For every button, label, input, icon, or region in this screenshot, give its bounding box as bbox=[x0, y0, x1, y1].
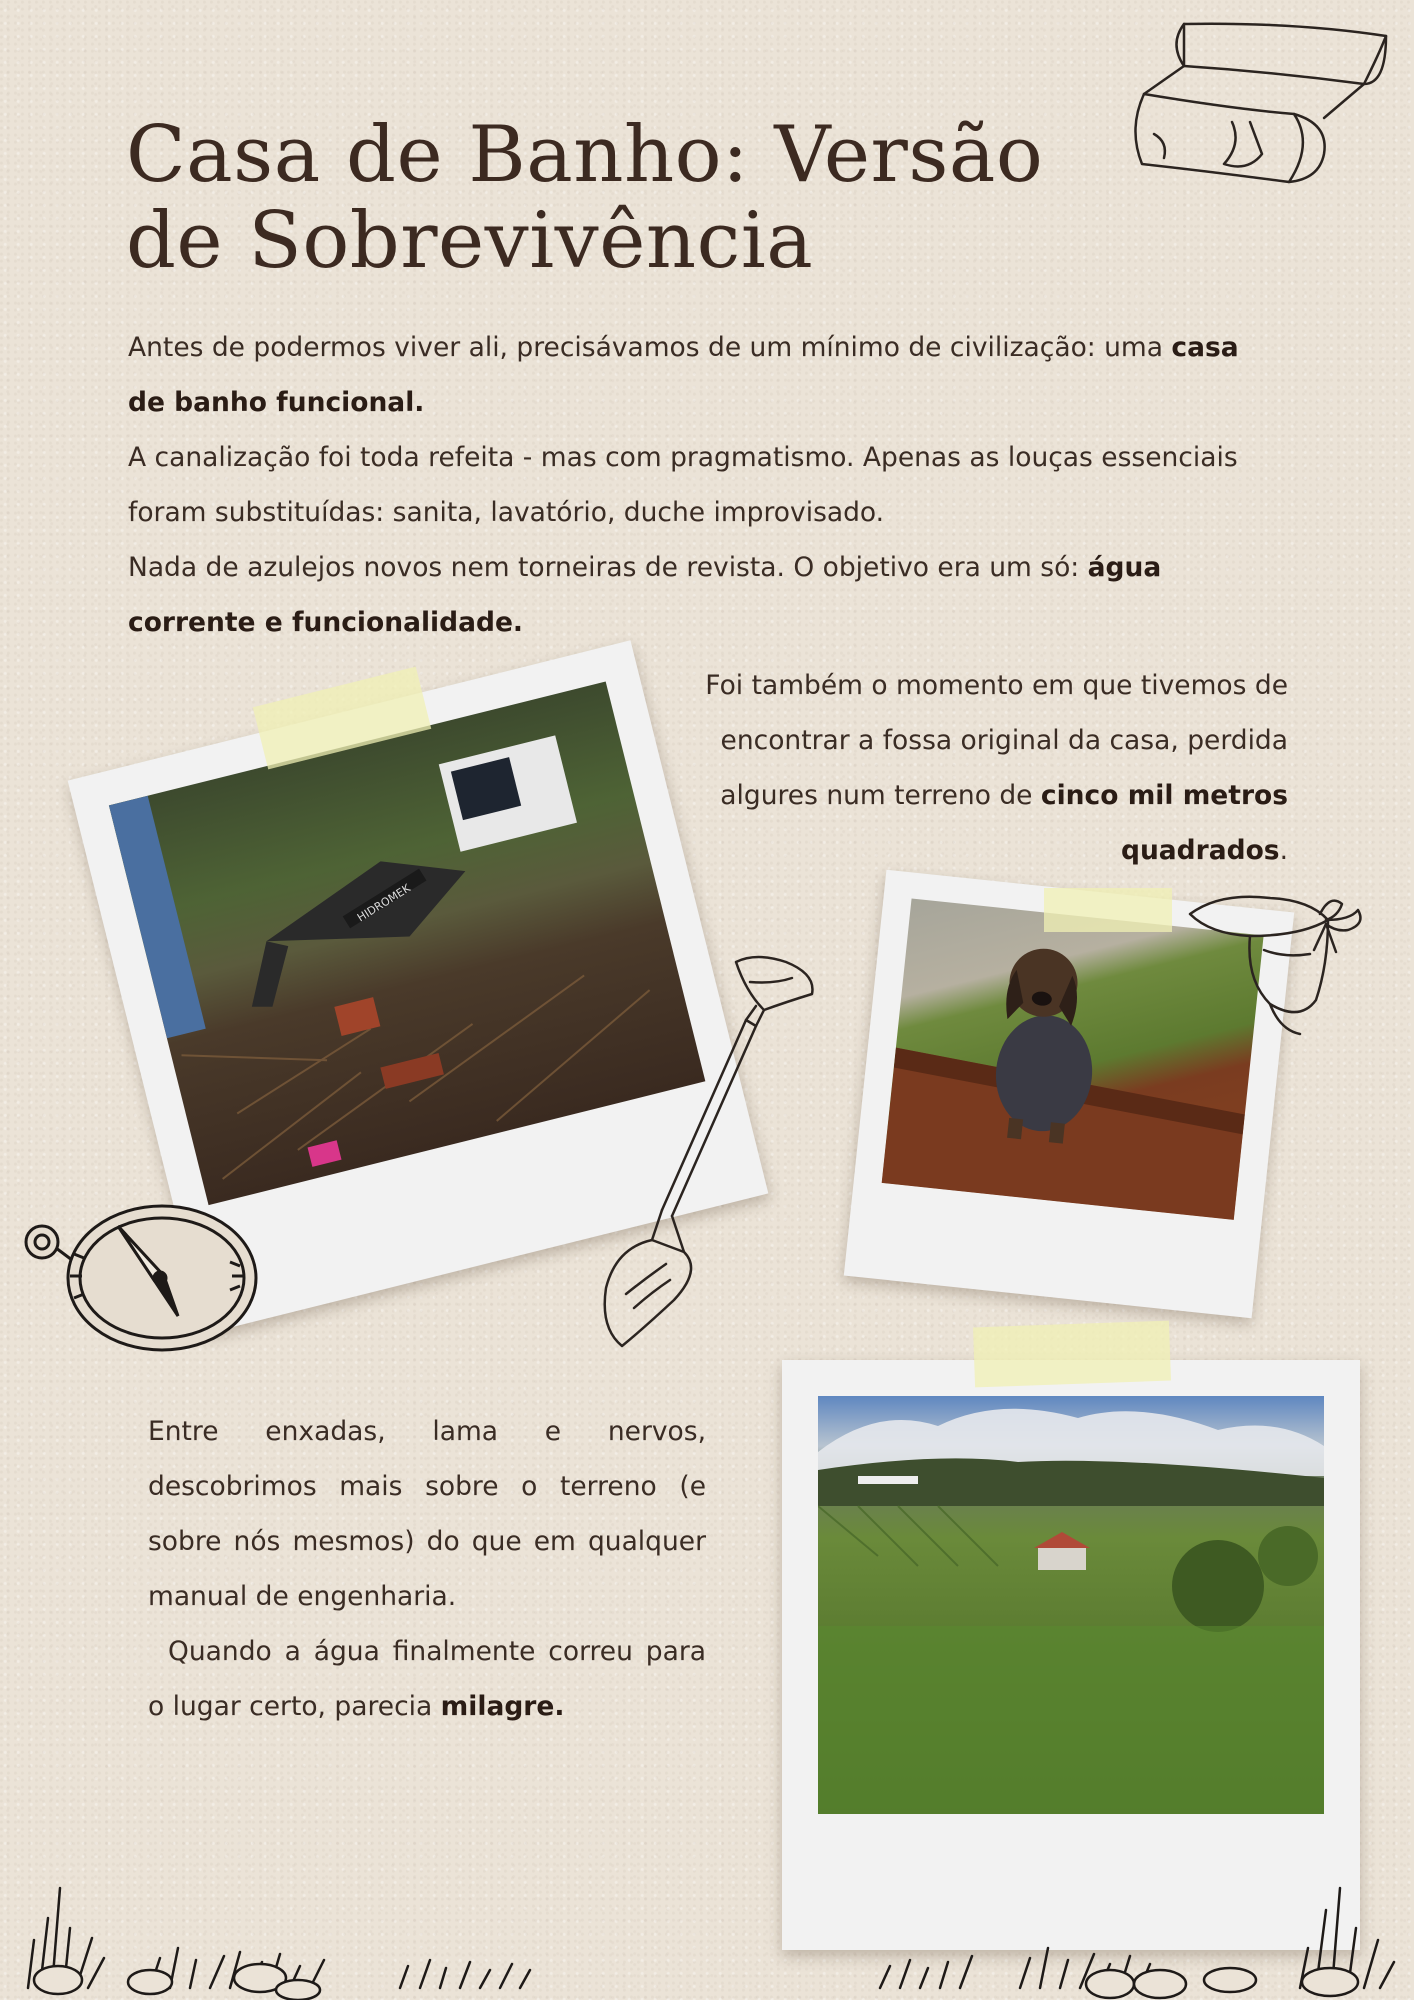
fossa-line: Foi também o momento em que tivemos de encontrar a fossa original da casa, perdida algures num terreno de bbox=[705, 670, 1288, 811]
closing-line-2-wrap bbox=[148, 1624, 706, 1734]
intro-text bbox=[128, 320, 1268, 650]
closing-bold: milagre. bbox=[440, 1691, 565, 1722]
page-title: Casa de Banho: Versão de Sobrevivência bbox=[126, 110, 1044, 286]
bell-bow-icon bbox=[1180, 880, 1376, 1042]
tape-strip-3 bbox=[973, 1321, 1171, 1388]
closing-line-2: Quando a água finalmente correu para o lugar certo, parecia bbox=[148, 1636, 706, 1722]
shovel-icon bbox=[596, 948, 822, 1354]
intro-bold-3: água corrente e funcionalidade. bbox=[128, 552, 1162, 638]
grass-border-icon bbox=[0, 1848, 1414, 2000]
intro-line-3: Nada de azulejos novos nem torneiras de revista. O objetivo era um só: bbox=[128, 552, 1088, 583]
closing-text bbox=[148, 1404, 706, 1734]
compass-icon bbox=[20, 1192, 264, 1364]
fossa-bold: cinco mil metros quadrados bbox=[1040, 780, 1288, 866]
intro-line-1: Antes de podermos viver ali, precisávamos de um mínimo de civilização: uma bbox=[128, 332, 1172, 363]
landscape-photo bbox=[818, 1396, 1324, 1814]
intro-bold-1: casa de banho funcional. bbox=[128, 332, 1239, 418]
tape-strip-2 bbox=[1044, 888, 1172, 932]
excavator-brand: HIDROMEK bbox=[355, 881, 413, 925]
map-scroll-icon bbox=[1124, 14, 1390, 184]
closing-line-1: Entre enxadas, lama e nervos, descobrimos mais sobre o terreno (e sobre nós mesmos) do que em qualquer manual de engenharia. bbox=[148, 1416, 706, 1612]
fossa-text bbox=[620, 658, 1288, 878]
intro-line-2: A canalização foi toda refeita - mas com pragmatismo. Apenas as louças essenciais foram substituídas: sanita, lavatório, duche improvisado. bbox=[128, 442, 1238, 528]
fossa-end: . bbox=[1279, 835, 1288, 866]
